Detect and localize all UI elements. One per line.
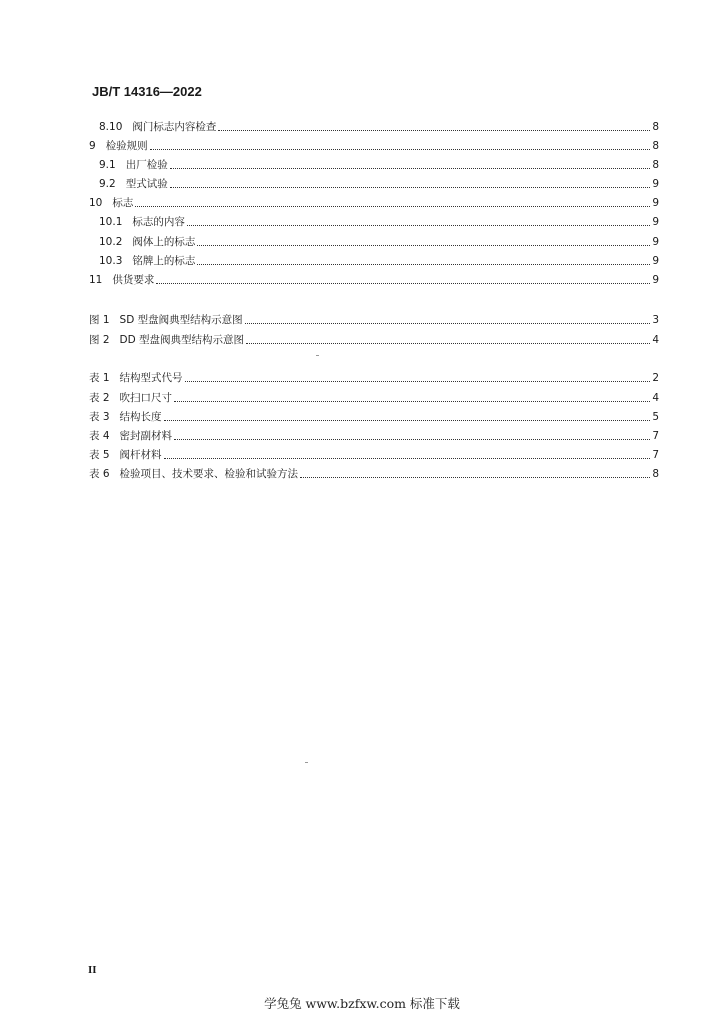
toc-entry-title: 标志 — [112, 197, 134, 209]
toc-entry-title: 型式试验 — [125, 178, 168, 190]
dot-leader — [218, 129, 650, 131]
toc-entry-number: 表 1 — [89, 372, 110, 384]
toc-entry-page: 5 — [652, 411, 659, 423]
toc-entry-page: 9 — [652, 197, 659, 209]
toc-entry-number: 9.2 — [99, 178, 116, 190]
dot-leader — [245, 322, 651, 324]
toc-entry-title: 阀杆材料 — [119, 449, 162, 461]
page-number: II — [88, 964, 97, 976]
toc-entry[interactable] — [99, 213, 659, 229]
toc-entry-title: 铭牌上的标志 — [132, 255, 196, 267]
dot-leader — [197, 263, 650, 265]
toc-entry-page: 9 — [652, 255, 659, 267]
toc-entry-title: 结构型式代号 — [119, 372, 183, 384]
toc-figure-entry[interactable] — [89, 311, 659, 327]
toc-entry-page: 8 — [652, 121, 659, 133]
toc-entry-title: 检验规则 — [105, 140, 148, 152]
toc-entry-title: 标志的内容 — [132, 216, 185, 228]
toc-entry-number: 8.10 — [99, 121, 123, 133]
standard-number: JB/T 14316—2022 — [92, 84, 202, 99]
toc-entry-page: 7 — [652, 449, 659, 461]
toc-entry-page: 8 — [652, 159, 659, 171]
toc-entry-page: 4 — [652, 392, 659, 404]
toc-table-entry[interactable] — [89, 427, 659, 443]
toc-entry-number: 表 3 — [89, 411, 110, 423]
dot-leader — [156, 282, 650, 284]
toc-figure-entry[interactable] — [89, 331, 659, 347]
toc-entry-number: 表 4 — [89, 430, 110, 442]
scan-speck — [305, 762, 308, 763]
toc-entry-title: 出厂检验 — [125, 159, 168, 171]
toc-entry-number: 表 5 — [89, 449, 110, 461]
toc-entry-number: 图 1 — [89, 314, 110, 326]
toc-entry-page: 4 — [652, 334, 659, 346]
dot-leader — [164, 419, 651, 421]
toc-entry-page: 9 — [652, 274, 659, 286]
dot-leader — [174, 400, 650, 402]
toc-entry-title: 结构长度 — [119, 411, 162, 423]
toc-entry[interactable] — [89, 271, 659, 287]
toc-entry[interactable] — [99, 175, 659, 191]
toc-entry[interactable] — [89, 137, 659, 153]
toc-entry-title: 阀门标志内容检查 — [132, 121, 217, 133]
watermark-text: 学兔兔 www.bzfxw.com 标准下载 — [264, 996, 460, 1011]
toc-entry-number: 10 — [89, 197, 103, 209]
dot-leader — [197, 244, 650, 246]
toc-entry-number: 10.1 — [99, 216, 123, 228]
dot-leader — [187, 224, 650, 226]
dot-leader — [185, 380, 651, 382]
toc-entry[interactable] — [99, 233, 659, 249]
toc-entry-title: 吹扫口尺寸 — [119, 392, 173, 404]
toc-table-entry[interactable] — [89, 446, 659, 462]
toc-table-entry[interactable] — [89, 369, 659, 385]
dot-leader — [246, 342, 650, 344]
toc-entry-title: 密封副材料 — [119, 430, 173, 442]
toc-entry-number: 11 — [89, 274, 103, 286]
scan-speck — [316, 355, 319, 356]
toc-table-entry[interactable] — [89, 465, 659, 481]
toc-table-entry[interactable] — [89, 408, 659, 424]
dot-leader — [164, 457, 651, 459]
toc-entry-number: 9.1 — [99, 159, 116, 171]
toc-entry-page: 7 — [652, 430, 659, 442]
toc-entry[interactable] — [99, 252, 659, 268]
toc-entry-page: 8 — [652, 468, 659, 480]
dot-leader — [135, 205, 650, 207]
toc-entry-number: 表 2 — [89, 392, 110, 404]
dot-leader — [170, 186, 651, 188]
toc-entry-page: 3 — [652, 314, 659, 326]
toc-entry-page: 9 — [652, 216, 659, 228]
toc-entry-number: 9 — [89, 140, 96, 152]
toc-entry-number: 图 2 — [89, 334, 110, 346]
dot-leader — [300, 476, 650, 478]
toc-entry-title: 阀体上的标志 — [132, 236, 196, 248]
toc-entry[interactable] — [99, 156, 659, 172]
toc-entry[interactable] — [99, 118, 659, 134]
toc-entry-page: 9 — [652, 236, 659, 248]
toc-entry-title: 检验项目、技术要求、检验和试验方法 — [119, 468, 299, 480]
toc-entry-number: 10.3 — [99, 255, 123, 267]
toc-entry-title: 供货要求 — [112, 274, 155, 286]
toc-entry-title: SD 型盘阀典型结构示意图 — [119, 314, 243, 326]
toc-table-entry[interactable] — [89, 389, 659, 405]
toc-entry[interactable] — [89, 194, 659, 210]
dot-leader — [174, 438, 650, 440]
toc-entry-page: 9 — [652, 178, 659, 190]
dot-leader — [170, 167, 651, 169]
dot-leader — [150, 148, 651, 150]
toc-entry-title: DD 型盘阀典型结构示意图 — [119, 334, 245, 346]
toc-entry-page: 8 — [652, 140, 659, 152]
toc-entry-number: 10.2 — [99, 236, 123, 248]
toc-entry-page: 2 — [652, 372, 659, 384]
toc-entry-number: 表 6 — [89, 468, 110, 480]
